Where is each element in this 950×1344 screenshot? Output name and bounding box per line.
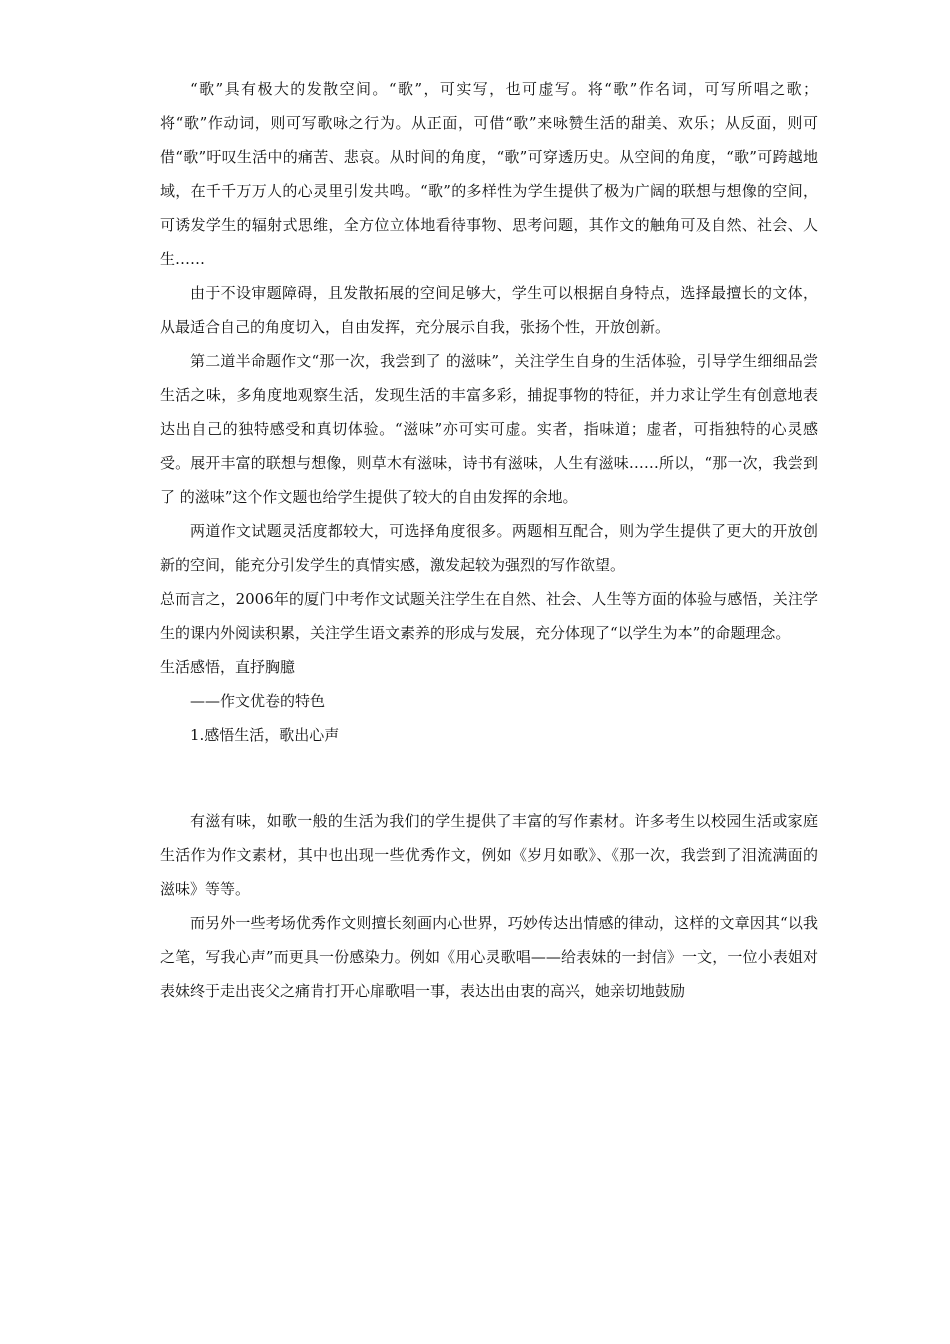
- blank-space: [160, 752, 818, 804]
- section-item-1: 1.感悟生活，歌出心声: [190, 726, 340, 744]
- paragraph-inner-world: 而另外一些考场优秀作文则擅长刻画内心世界，巧妙传达出情感的律动，这样的文章因其“以我之笔，写我心声”而更具一份感染力。例如《用心灵歌唱——给表妹的一封信》一文，一位小表姐对表妹终于走出丧父之痛肯打开心扉歌唱一事，表达出由衷的高兴，她亲切地鼓励: [160, 914, 818, 1000]
- section-heading: 生活感悟，直抒胸臆: [160, 658, 296, 676]
- document-page: [160, 72, 818, 1008]
- paragraph-two-topics: 两道作文试题灵活度都较大，可选择角度很多。两题相互配合，则为学生提供了更大的开放创新的空间，能充分引发学生的真情实感，激发起较为强烈的写作欲望。: [160, 522, 818, 574]
- paragraph-second-topic: 第二道半命题作文“那一次，我尝到了 的滋味”，关注学生自身的生活体验，引导学生细细品尝生活之味，多角度地观察生活，发现生活的丰富多彩，捕捉事物的特征，并力求让学生有创意地表达出自己的独特感受和真切体验。“滋味”亦可实可虚。实者，指味道；虚者，可指独特的心灵感受。展开丰富的联想与想像，则草木有滋味，诗书有滋味，人生有滋味……所以，“那一次，我尝到了 的滋味”这个作文题也给学生提供了较大的自由发挥的余地。: [160, 352, 818, 506]
- paragraph-no-barrier: 由于不设审题障碍，且发散拓展的空间足够大，学生可以根据自身特点，选择最擅长的文体，从最适合自己的角度切入，自由发挥，充分展示自我，张扬个性，开放创新。: [160, 284, 818, 336]
- paragraph-life-material: 有滋有味，如歌一般的生活为我们的学生提供了丰富的写作素材。许多考生以校园生活或家庭生活作为作文素材，其中也出现一些优秀作文，例如《岁月如歌》、《那一次，我尝到了泪流满面的滋味》等等。: [160, 812, 818, 898]
- section-subheading: ——作文优卷的特色: [190, 692, 326, 710]
- paragraph-song-space: “歌”具有极大的发散空间。“歌”，可实写，也可虚写。将“歌”作名词，可写所唱之歌；将“歌”作动词，则可写歌咏之行为。从正面，可借“歌”来咏赞生活的甜美、欢乐；从反面，则可借“歌”吁叹生活中的痛苦、悲哀。从时间的角度，“歌”可穿透历史。从空间的角度，“歌”可跨越地域，在千千万万人的心灵里引发共鸣。“歌”的多样性为学生提供了极为广阔的联想与想像的空间，可诱发学生的辐射式思维，全方位立体地看待事物、思考问题，其作文的触角可及自然、社会、人生……: [160, 80, 818, 268]
- paragraph-summary: 总而言之，2006年的厦门中考作文试题关注学生在自然、社会、人生等方面的体验与感悟，关注学生的课内外阅读积累，关注学生语文素养的形成与发展，充分体现了“以学生为本”的命题理念。: [160, 590, 818, 642]
